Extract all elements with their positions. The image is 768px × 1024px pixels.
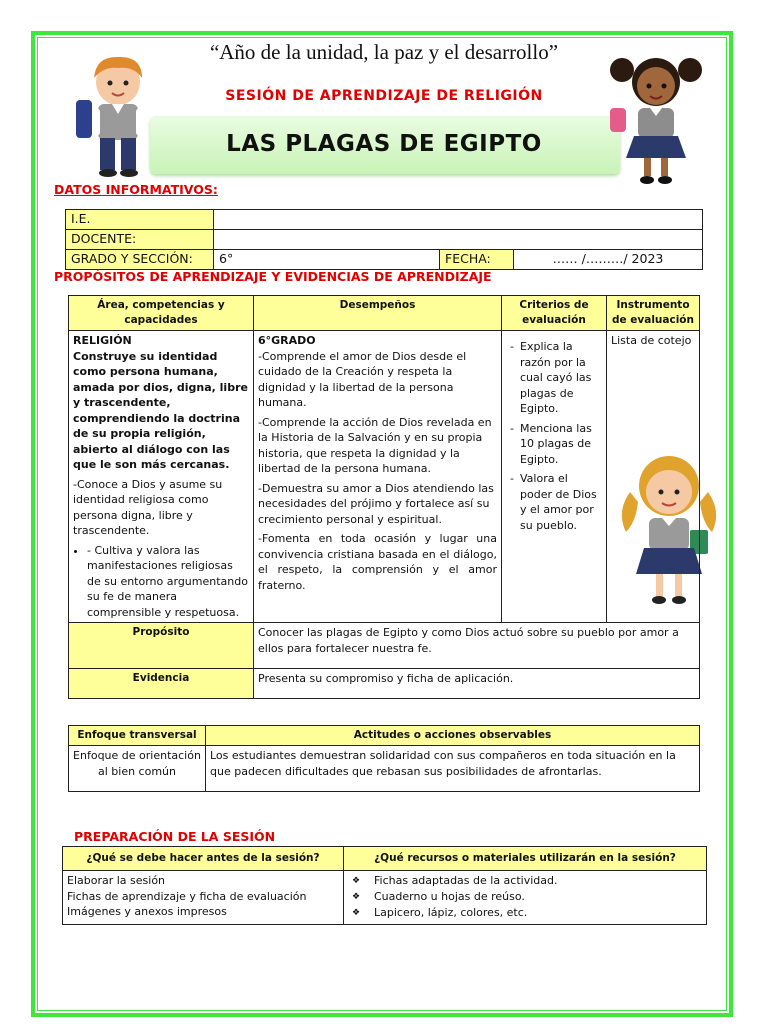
enfoque-table [68, 725, 700, 792]
desempeno-4: -Fomenta en toda ocasión y lugar una convivencia cristiana basada en el diálogo, el respeto, la comprensión y el amor fraterno. [258, 532, 497, 592]
table-row [69, 331, 700, 623]
preparacion-heading: PREPARACIÓN DE LA SESIÓN [74, 829, 276, 844]
capacidad-2: • - Cultiva y valora las manifestaciones religiosas de su entorno argumentando su fe de manera comprensible y respetuosa. [87, 543, 249, 621]
table-row [63, 847, 707, 871]
fecha-label: FECHA: [440, 250, 514, 270]
col-criterios-header: Criterios de evaluación [502, 296, 607, 331]
propositos-table [68, 295, 700, 699]
desempeno-3: -Demuestra su amor a Dios atendiendo las necesidades del prójimo y fortalece así su crecimiento personal y espiritual. [258, 481, 494, 526]
table-row [69, 296, 700, 331]
main-title: LAS PLAGAS DE EGIPTO [226, 131, 542, 157]
actitudes-header: Actitudes o acciones observables [206, 726, 700, 746]
preparacion-table [62, 846, 707, 925]
col-desempenos-header: Desempeños [254, 296, 502, 331]
ie-value [214, 210, 703, 230]
ie-label: I.E. [66, 210, 214, 230]
desempeno-1: -Comprende el amor de Dios desde el cuidado de la Creación y respeta la dignidad y la libertad de la persona humana. [258, 349, 467, 409]
col-area-header: Área, competencias y capacidades [69, 296, 254, 331]
grado-value: 6° [214, 250, 440, 270]
grado-label-text: 6°GRADO [258, 334, 316, 347]
girl-illustration-icon [608, 50, 704, 190]
col-instrumento-header: Instrumento de evaluación [607, 296, 700, 331]
criterio-item: - Explica la razón por la cual cayó las plagas de Egipto. [520, 339, 602, 417]
antes-header: ¿Qué se debe hacer antes de la sesión? [63, 847, 344, 871]
year-motto: “Año de la unidad, la paz y el desarrollo” [209, 40, 559, 64]
table-row [66, 230, 703, 250]
table-row [69, 726, 700, 746]
grado-label: GRADO Y SECCIÓN: [66, 250, 214, 270]
proposito-label: Propósito [69, 623, 254, 669]
docente-value [214, 230, 703, 250]
table-row [69, 669, 700, 699]
instrumento-cell: Lista de cotejo [607, 331, 700, 623]
table-row [69, 623, 700, 669]
session-title: SESIÓN DE APRENDIZAJE DE RELIGIÓN [225, 88, 543, 104]
list-item: ❖ Cuaderno u hojas de reúso. [374, 889, 702, 905]
desempenos-cell [254, 331, 502, 623]
criterio-item: - Valora el poder de Dios y el amor por su pueblo. [520, 471, 602, 533]
recursos-header: ¿Qué recursos o materiales utilizarán en la sesión? [344, 847, 707, 871]
datos-table [65, 209, 703, 270]
antes-cell [63, 871, 344, 925]
docente-label: DOCENTE: [66, 230, 214, 250]
fecha-value: …… /………/ 2023 [514, 250, 703, 270]
list-item: Fichas de aprendizaje y ficha de evaluación [67, 889, 307, 903]
evidencia-text: Presenta su compromiso y ficha de aplicación. [254, 669, 700, 699]
list-item: ❖ Fichas adaptadas de la actividad. [374, 873, 702, 889]
enfoque-header: Enfoque transversal [69, 726, 206, 746]
capacidad-1: -Conoce a Dios y asume su identidad religiosa como persona digna, libre y trascendente. [73, 477, 223, 537]
datos-heading: DATOS INFORMATIVOS: [54, 182, 218, 197]
enfoque-text: Los estudiantes demuestran solidaridad con sus compañeros en toda situación en la que padecen dificultades que rebasan sus posibilidades de afrontarlas. [206, 746, 700, 792]
table-row [66, 210, 703, 230]
list-item: Elaborar la sesión [67, 874, 166, 887]
boy-illustration-icon [72, 52, 164, 180]
list-item: ❖ Lapicero, lápiz, colores, etc. [374, 905, 702, 921]
recursos-cell [344, 871, 707, 925]
enfoque-name: Enfoque de orientación al bien común [69, 746, 206, 792]
propositos-heading: PROPÓSITOS DE APRENDIZAJE Y EVIDENCIAS DE APRENDIZAJE [54, 269, 492, 284]
criterios-cell [502, 331, 607, 623]
evidencia-label: Evidencia [69, 669, 254, 699]
desempeno-2: -Comprende la acción de Dios revelada en la Historia de la Salvación y en su propia historia, que respeta la dignidad y la libertad de la persona humana. [258, 415, 492, 475]
table-row [63, 871, 707, 925]
criterio-item: - Menciona las 10 plagas de Egipto. [520, 421, 602, 468]
area-cell [69, 331, 254, 623]
proposito-text: Conocer las plagas de Egipto y como Dios actuó sobre su pueblo por amor a ellos para fortalecer nuestra fe. [254, 623, 700, 669]
competencia-text: Construye su identidad como persona humana, amada por dios, digna, libre y trascendente, comprendiendo la doctrina de su propia religión, abierto al diálogo con las que le son más cercanas. [73, 349, 248, 471]
table-row [66, 250, 703, 270]
table-row [69, 746, 700, 792]
list-item: Imágenes y anexos impresos [67, 905, 227, 918]
area-name: RELIGIÓN [73, 334, 132, 347]
